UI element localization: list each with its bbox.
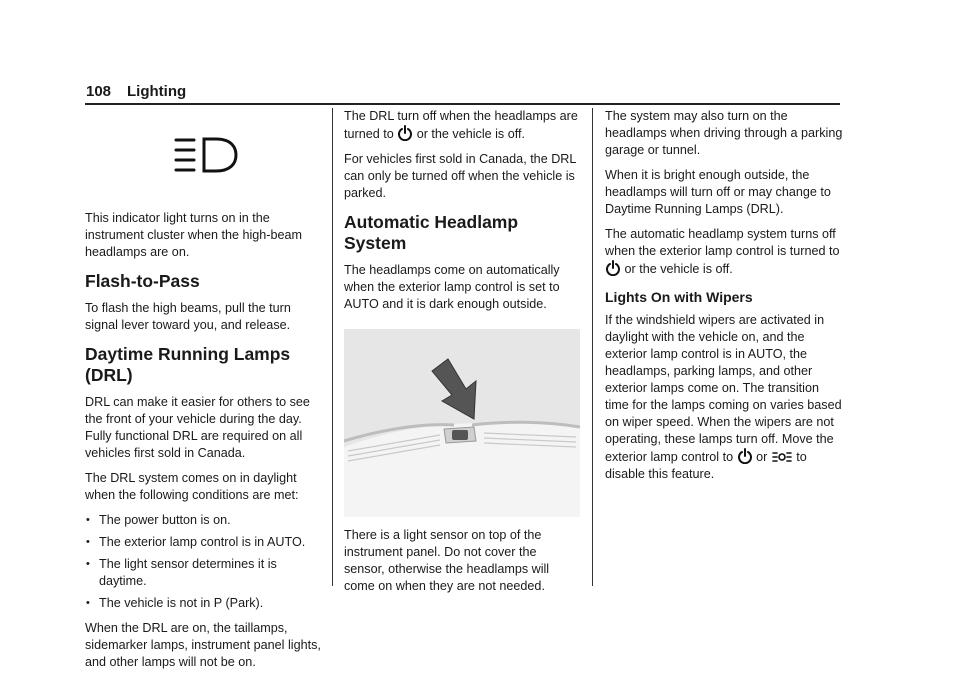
header-rule [85, 103, 840, 105]
list-item-text: The power button is on. [99, 513, 231, 527]
wipers-text-or: or [756, 450, 768, 464]
bullet-icon: • [86, 536, 90, 548]
flash-to-pass-heading: Flash-to-Pass [85, 271, 200, 291]
list-item-text: The exterior lamp control is in AUTO. [99, 535, 306, 549]
list-item [85, 534, 327, 551]
column-divider [592, 108, 593, 586]
column-1 [85, 108, 327, 679]
bullet-icon: • [86, 514, 90, 526]
page-number: 108 [86, 83, 112, 100]
list-item-text: The light sensor determines it is daytime. [99, 557, 277, 588]
automatic-headlamp-text: The headlamps come on automatically when the exterior lamp control is set to AUTO and it is dark enough outside. [344, 263, 560, 311]
drl-intro-text: DRL can make it easier for others to see the front of your vehicle during the day. Fully functional DRL are required on all vehicles first sold in Canada. [85, 395, 310, 460]
drl-off-text-end: or the vehicle is off. [416, 127, 525, 141]
drl-heading: Daytime Running Lamps (DRL) [85, 344, 291, 385]
power-icon [606, 260, 620, 276]
column-divider [332, 108, 333, 586]
drl-off-text-start: The DRL turn off when the headlamps are turned to [344, 109, 578, 141]
bright-outside-text: When it is bright enough outside, the headlamps will turn off or may change to Daytime Running Lamps (DRL). [605, 168, 831, 216]
list-item [85, 556, 327, 590]
page-header [85, 83, 840, 105]
auto-off-text-end: or the vehicle is off. [624, 262, 733, 276]
wipers-text-end: disable this feature. [605, 467, 715, 481]
drl-conditions-text: The DRL system comes on in daylight when the following conditions are met: [85, 471, 299, 502]
indicator-description: This indicator light turns on in the instrument cluster when the high-beam headlamps are on. [85, 211, 303, 259]
high-beam-indicator-icon [85, 108, 327, 196]
power-icon [738, 448, 752, 464]
drl-lamps-text: When the DRL are on, the taillamps, sidemarker lamps, instrument panel lights, and other lamps will not be on. [85, 621, 321, 669]
power-icon [398, 125, 412, 141]
list-item-text: The vehicle is not in P (Park). [99, 596, 264, 610]
parking-garage-text: The system may also turn on the headlamps when driving through a parking garage or tunnel. [605, 109, 843, 157]
drl-conditions-list [85, 512, 327, 612]
wipers-text-start: If the windshield wipers are activated in daylight with the vehicle on, and the exterior lamp control is in AUTO, the headlamps, parking lamps, and other exterior lamps come on. The transition time for the lamps coming on varies based on wiper speed. When the wipers are not operating, these lamps turn off. Move the exterior lamp control to [605, 313, 842, 464]
parking-lamps-icon [772, 450, 792, 464]
auto-off-text-start: The automatic headlamp system turns off when the exterior lamp control is turned to [605, 227, 840, 258]
auto-off-text [605, 226, 845, 278]
lights-on-with-wipers-heading: Lights On with Wipers [605, 289, 753, 305]
automatic-headlamp-heading: Automatic Headlamp System [344, 212, 519, 253]
column-3 [605, 108, 845, 491]
list-item [85, 595, 327, 612]
lights-on-with-wipers-text [605, 312, 845, 483]
list-item [85, 512, 327, 529]
drl-off-text [344, 108, 580, 143]
column-2 [344, 108, 580, 603]
flash-to-pass-text: To flash the high beams, pull the turn signal lever toward you, and release. [85, 301, 291, 332]
section-title: Lighting [127, 83, 187, 100]
light-sensor-text: There is a light sensor on top of the instrument panel. Do not cover the sensor, otherwise the headlamps will come on when they are not needed. [344, 528, 550, 593]
light-sensor-illustration [344, 329, 580, 517]
wipers-text-to: to [796, 450, 807, 464]
bullet-icon: • [86, 597, 90, 609]
canada-text: For vehicles first sold in Canada, the DRL can only be turned off when the vehicle is parked. [344, 152, 576, 200]
bullet-icon: • [86, 558, 90, 570]
